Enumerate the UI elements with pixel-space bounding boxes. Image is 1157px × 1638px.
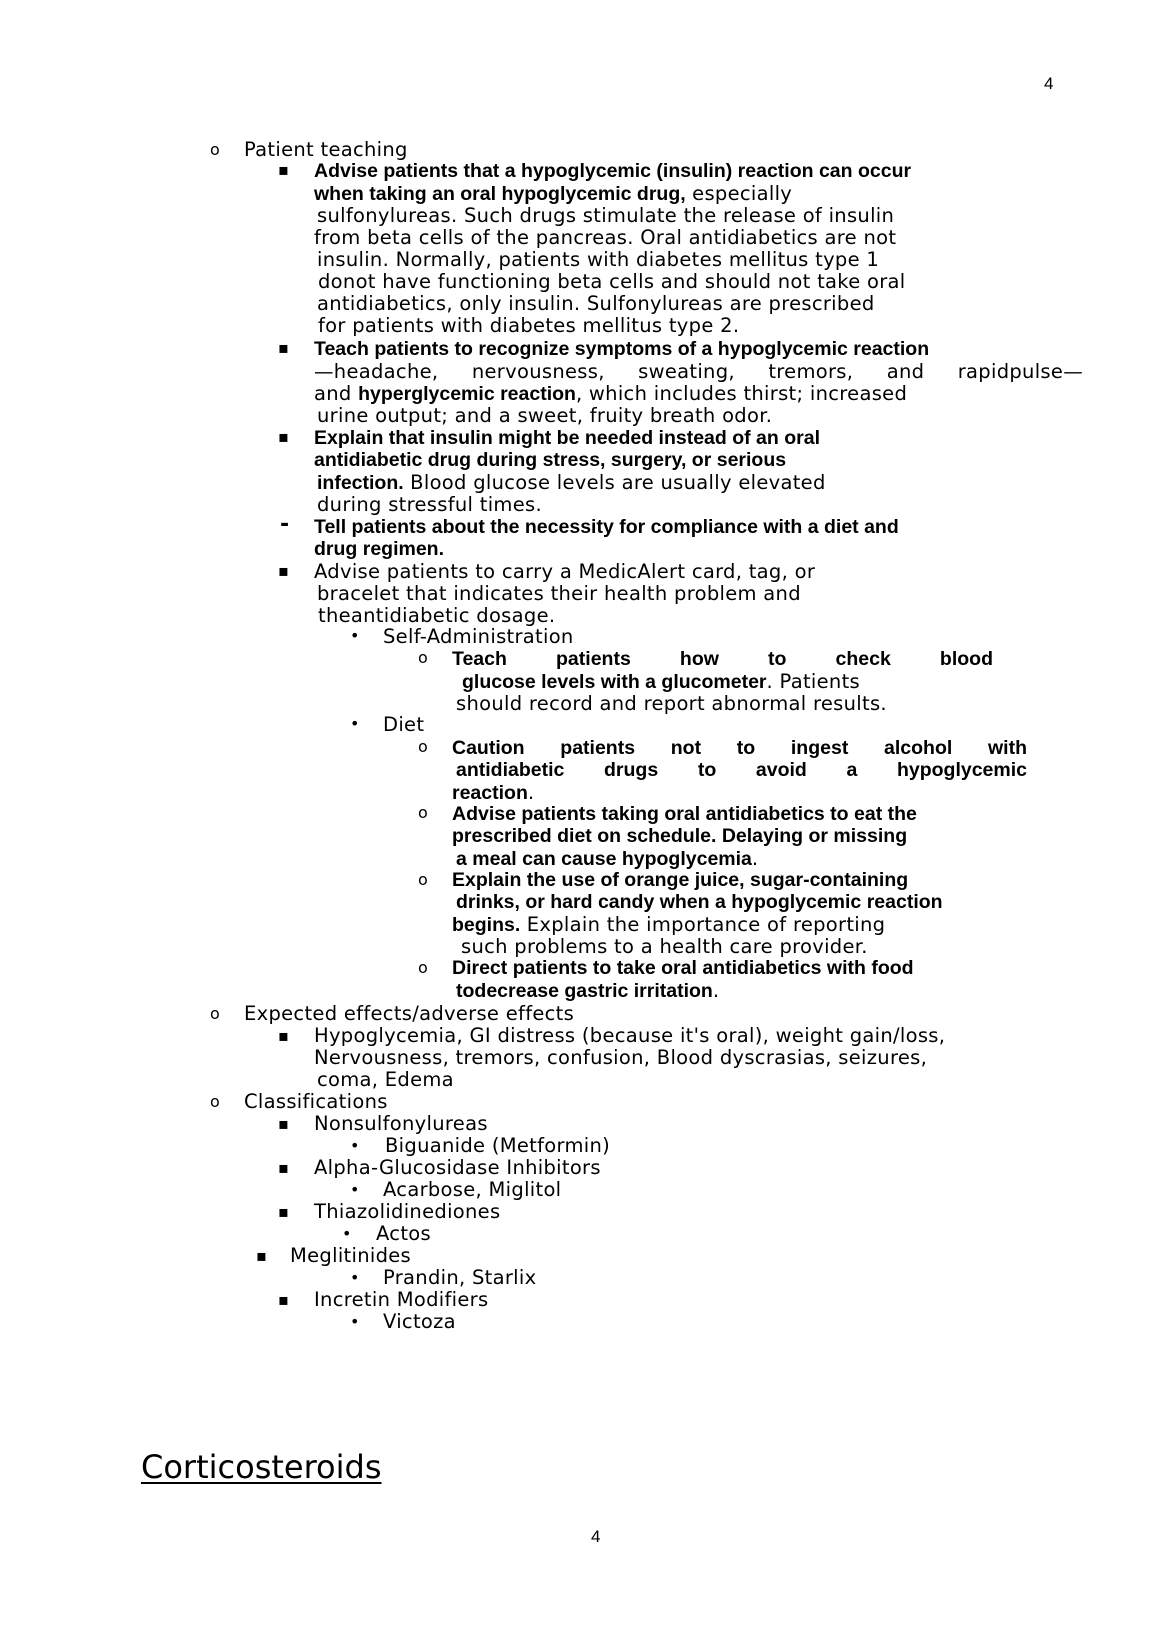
medicalert-line-1: Advise patients to carry a MedicAlert card, tag, or bbox=[314, 560, 816, 583]
list-marker-bullet: • bbox=[350, 626, 360, 645]
list-marker-square: ▪ bbox=[278, 1290, 289, 1309]
diet-heading: Diet bbox=[383, 713, 425, 736]
list-marker-dash: - bbox=[280, 512, 290, 537]
page-number-bottom: 4 bbox=[591, 1527, 601, 1546]
class-victoza: Victoza bbox=[383, 1310, 456, 1333]
insulin-need-bold-2: antidiabetic drug during stress, surgery, or serious bbox=[314, 449, 787, 471]
list-marker-square: ▪ bbox=[278, 561, 289, 580]
food-line-2: todecrease gastric irritation. bbox=[456, 979, 720, 1002]
self-administration-heading: Self-Administration bbox=[383, 625, 574, 648]
patient-teaching-heading: Patient teaching bbox=[244, 138, 408, 161]
class-meglitinides: Meglitinides bbox=[290, 1244, 412, 1267]
symptoms-line-2: —headache, nervousness, sweating, tremors, and rapidpulse— bbox=[314, 360, 1083, 383]
list-marker-circle: o bbox=[418, 958, 428, 977]
class-acarbose: Acarbose, Miglitol bbox=[383, 1178, 562, 1201]
list-marker-circle: o bbox=[418, 737, 428, 756]
list-marker-circle: o bbox=[418, 648, 428, 667]
list-marker-square: ▪ bbox=[278, 1026, 289, 1045]
effects-line-1: Hypoglycemia, GI distress (because it's oral), weight gain/loss, bbox=[314, 1024, 946, 1047]
hypo-warning-line-7: antidiabetics, only insulin. Sulfonylureas are prescribed bbox=[317, 292, 875, 315]
list-marker-bullet: • bbox=[350, 1312, 360, 1331]
orange-juice-bold-1: Explain the use of orange juice, sugar-containing bbox=[452, 869, 909, 891]
hypo-warning-line-2: when taking an oral hypoglycemic drug, especially bbox=[314, 182, 793, 205]
list-marker-circle: o bbox=[210, 1092, 220, 1111]
glucometer-line-3: should record and report abnormal results. bbox=[456, 692, 887, 715]
list-marker-bullet: • bbox=[350, 1180, 360, 1199]
alcohol-bold-2: antidiabetic drugs to avoid a hypoglycemic bbox=[456, 759, 1027, 781]
class-alpha-glucosidase: Alpha-Glucosidase Inhibitors bbox=[314, 1156, 601, 1179]
orange-juice-bold-2: drinks, or hard candy when a hypoglycemic reaction bbox=[456, 891, 943, 913]
medicalert-line-3: theantidiabetic dosage. bbox=[318, 604, 556, 627]
class-nonsulfonylureas: Nonsulfonylureas bbox=[314, 1112, 488, 1135]
schedule-bold-2: prescribed diet on schedule. Delaying or missing bbox=[452, 825, 908, 847]
effects-line-3: coma, Edema bbox=[317, 1068, 454, 1091]
symptoms-bold: Teach patients to recognize symptoms of a hypoglycemic reaction bbox=[314, 338, 930, 360]
insulin-need-line-4: during stressful times. bbox=[317, 493, 542, 516]
compliance-bold-2: drug regimen. bbox=[314, 538, 445, 560]
list-marker-square: ▪ bbox=[256, 1246, 267, 1265]
list-marker-square: ▪ bbox=[278, 338, 289, 357]
class-thiazolidinediones: Thiazolidinediones bbox=[314, 1200, 501, 1223]
medicalert-line-2: bracelet that indicates their health problem and bbox=[317, 582, 801, 605]
classifications-heading: Classifications bbox=[244, 1090, 388, 1113]
orange-juice-line-4: such problems to a health care provider. bbox=[461, 935, 868, 958]
list-marker-bullet: • bbox=[350, 714, 360, 733]
list-marker-circle: o bbox=[210, 140, 220, 159]
hypo-warning-line-4: from beta cells of the pancreas. Oral antidiabetics are not bbox=[314, 226, 897, 249]
orange-juice-line-3: begins. Explain the importance of reporting bbox=[452, 913, 886, 936]
insulin-need-line-3: infection. Blood glucose levels are usually elevated bbox=[317, 471, 826, 494]
schedule-bold-1: Advise patients taking oral antidiabetics to eat the bbox=[452, 803, 917, 825]
list-marker-square: ▪ bbox=[278, 160, 289, 179]
class-prandin: Prandin, Starlix bbox=[383, 1266, 537, 1289]
hypo-warning-line-5: insulin. Normally, patients with diabetes mellitus type 1 bbox=[317, 248, 880, 271]
effects-heading: Expected effects/adverse effects bbox=[244, 1002, 575, 1025]
list-marker-bullet: • bbox=[350, 1268, 360, 1287]
insulin-need-bold-1: Explain that insulin might be needed instead of an oral bbox=[314, 427, 820, 449]
section-heading-corticosteroids: Corticosteroids bbox=[141, 1448, 382, 1486]
class-incretin: Incretin Modifiers bbox=[314, 1288, 489, 1311]
list-marker-square: ▪ bbox=[278, 1114, 289, 1133]
hypo-warning-line-6: donot have functioning beta cells and should not take oral bbox=[318, 270, 906, 293]
effects-line-2: Nervousness, tremors, confusion, Blood dyscrasias, seizures, bbox=[314, 1046, 928, 1069]
class-actos: Actos bbox=[376, 1222, 431, 1245]
symptoms-line-3: and hyperglycemic reaction, which includes thirst; increased bbox=[314, 382, 908, 405]
hypo-warning-line-3: sulfonylureas. Such drugs stimulate the release of insulin bbox=[317, 204, 895, 227]
glucometer-bold-1: Teach patients how to check blood bbox=[452, 648, 993, 670]
list-marker-square: ▪ bbox=[278, 427, 289, 446]
page-number-top: 4 bbox=[1044, 74, 1054, 93]
schedule-line-3: a meal can cause hypoglycemia. bbox=[456, 847, 759, 870]
symptoms-line-4: urine output; and a sweet, fruity breath odor. bbox=[317, 404, 773, 427]
alcohol-bold-1: Caution patients not to ingest alcohol with bbox=[452, 737, 1027, 759]
list-marker-bullet: • bbox=[350, 1136, 360, 1155]
list-marker-circle: o bbox=[418, 870, 428, 889]
hypo-warning-bold: Advise patients that a hypoglycemic (insulin) reaction can occur bbox=[314, 160, 912, 182]
list-marker-square: ▪ bbox=[278, 1202, 289, 1221]
list-marker-circle: o bbox=[210, 1004, 220, 1023]
list-marker-bullet: • bbox=[342, 1224, 352, 1243]
class-biguanide: Biguanide (Metformin) bbox=[385, 1134, 611, 1157]
list-marker-circle: o bbox=[418, 803, 428, 822]
hypo-warning-line-8: for patients with diabetes mellitus type 2. bbox=[318, 314, 740, 337]
alcohol-line-3: reaction. bbox=[452, 781, 535, 804]
food-bold-1: Direct patients to take oral antidiabetics with food bbox=[452, 957, 914, 979]
compliance-bold-1: Tell patients about the necessity for compliance with a diet and bbox=[314, 516, 899, 538]
list-marker-square: ▪ bbox=[278, 1158, 289, 1177]
glucometer-line-2: glucose levels with a glucometer. Patients bbox=[462, 670, 860, 693]
